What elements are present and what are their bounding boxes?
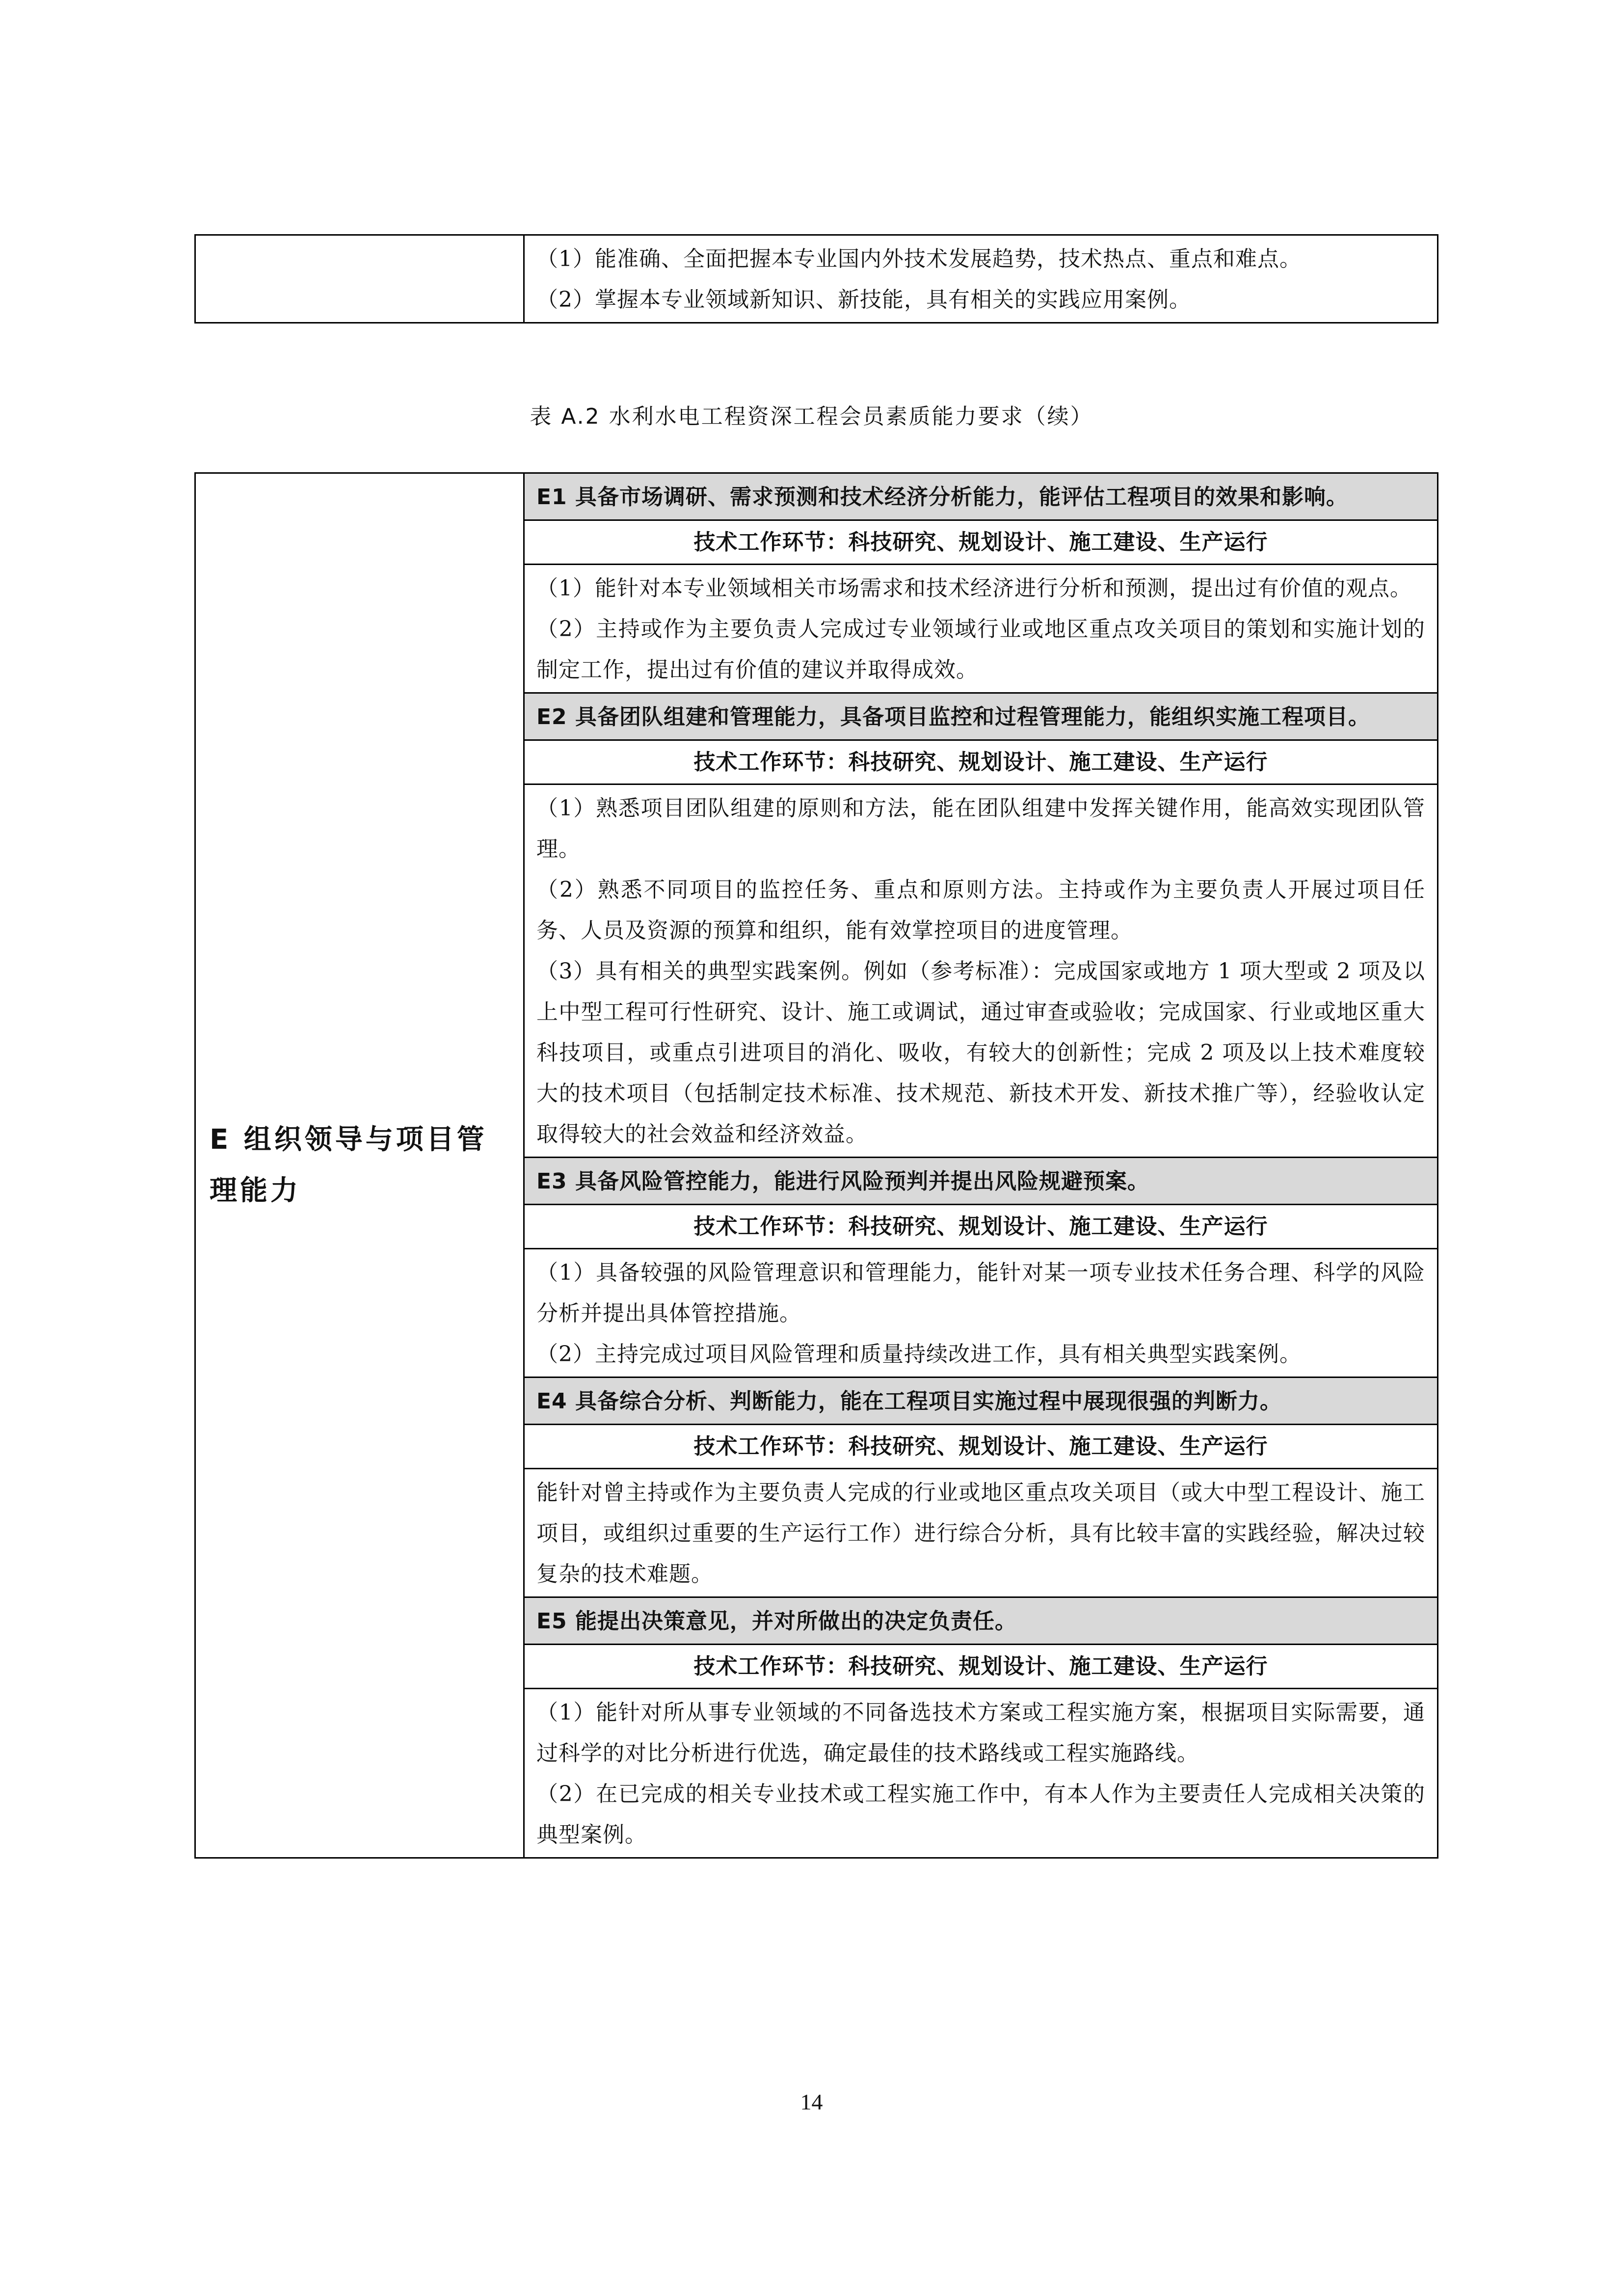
detail-paragraph: 能针对曾主持或作为主要负责人完成的行业或地区重点攻关项目（或大中型工程设计、施工项目，或组织过重要的生产运行工作）进行综合分析，具有比较丰富的实践经验，解决过较复杂的技术难题。	[536, 1480, 1425, 1587]
item-code: E5	[536, 1609, 567, 1634]
continuation-detail-cell	[524, 235, 1438, 323]
requirements-table	[194, 472, 1438, 1859]
detail-paragraph: （3）具有相关的典型实践案例。例如（参考标准）：完成国家或地方 1 项大型或 2 项及以上中型工程可行性研究、设计、施工或调试，通过审查或验收；完成国家、行业或地区重大科技项目，或重点引进项目的消化、吸收，有较大的创新性；完成 2 项及以上技术难度较大的技术项目（包括制定技术标准、技术规范、新技术开发、新技术推广等），经验收认定取得较大的社会效益和经济效益。	[536, 959, 1425, 1147]
item-e4-title-cell	[524, 1378, 1438, 1425]
item-e4-stage-cell	[524, 1425, 1438, 1469]
table-caption: 表 A.2 水利水电工程资深工程会员素质能力要求（续）	[530, 404, 1093, 429]
item-e2-detail-cell	[524, 784, 1438, 1158]
item-e3-stage-cell	[524, 1205, 1438, 1249]
item-e1-header-row	[195, 473, 1438, 520]
item-e2-stage-cell	[524, 740, 1438, 784]
continuation-line: （2）掌握本专业领域新知识、新技能，具有相关的实践应用案例。	[536, 287, 1191, 312]
item-e5-detail-cell	[524, 1689, 1438, 1858]
detail-paragraph: （2）在已完成的相关专业技术或工程实施工作中，有本人作为主要责任人完成相关决策的典型案例。	[536, 1782, 1425, 1847]
stage-label: 技术工作环节：科技研究、规划设计、施工建设、生产运行	[693, 1654, 1268, 1679]
item-title: 具备市场调研、需求预测和技术经济分析能力，能评估工程项目的效果和影响。	[575, 485, 1348, 510]
item-code: E3	[536, 1169, 567, 1194]
detail-paragraph: （1）具备较强的风险管理意识和管理能力，能针对某一项专业技术任务合理、科学的风险分析并提出具体管控措施。	[536, 1260, 1425, 1326]
detail-paragraph: （1）熟悉项目团队组建的原则和方法，能在团队组建中发挥关键作用，能高效实现团队管理。	[536, 796, 1425, 862]
category-label: E 组织领导与项目管理能力	[210, 1124, 487, 1207]
continuation-line: （1）能准确、全面把握本专业国内外技术发展趋势，技术热点、重点和难点。	[536, 246, 1302, 271]
detail-paragraph: （2）主持或作为主要负责人完成过专业领域行业或地区重点攻关项目的策划和实施计划的制定工作，提出过有价值的建议并取得成效。	[536, 617, 1425, 682]
item-e1-title-cell	[524, 473, 1438, 520]
stage-label: 技术工作环节：科技研究、规划设计、施工建设、生产运行	[693, 1214, 1268, 1239]
detail-paragraph: （1）能针对本专业领域相关市场需求和技术经济进行分析和预测，提出过有价值的观点。	[536, 576, 1412, 601]
item-e4-detail-cell	[524, 1469, 1438, 1597]
item-e3-title-cell	[524, 1158, 1438, 1205]
item-e1-stage-cell	[524, 520, 1438, 565]
continuation-row	[195, 235, 1438, 323]
item-e5-title-cell	[524, 1597, 1438, 1645]
detail-paragraph: （1）能针对所从事专业领域的不同备选技术方案或工程实施方案，根据项目实际需要，通过科学的对比分析进行优选，确定最佳的技术路线或工程实施路线。	[536, 1700, 1425, 1766]
stage-label: 技术工作环节：科技研究、规划设计、施工建设、生产运行	[693, 530, 1268, 555]
item-code: E2	[536, 704, 567, 729]
item-e1-detail-cell	[524, 565, 1438, 693]
item-title: 具备风险管控能力，能进行风险预判并提出风险规避预案。	[575, 1169, 1149, 1194]
continuation-category-cell	[195, 235, 524, 323]
item-code: E4	[536, 1389, 567, 1414]
item-e3-detail-cell	[524, 1249, 1438, 1378]
item-e2-title-cell	[524, 693, 1438, 740]
stage-label: 技术工作环节：科技研究、规划设计、施工建设、生产运行	[693, 750, 1268, 775]
page-number: 14	[800, 2089, 823, 2114]
item-e5-stage-cell	[524, 1645, 1438, 1689]
item-title: 具备团队组建和管理能力，具备项目监控和过程管理能力，能组织实施工程项目。	[575, 704, 1370, 729]
category-cell	[195, 473, 524, 1858]
detail-paragraph: （2）熟悉不同项目的监控任务、重点和原则方法。主持或作为主要负责人开展过项目任务、人员及资源的预算和组织，能有效掌控项目的进度管理。	[536, 877, 1425, 943]
item-title: 能提出决策意见，并对所做出的决定负责任。	[575, 1609, 1017, 1634]
item-title: 具备综合分析、判断能力，能在工程项目实施过程中展现很强的判断力。	[575, 1389, 1282, 1414]
continuation-table	[194, 234, 1438, 324]
stage-label: 技术工作环节：科技研究、规划设计、施工建设、生产运行	[693, 1434, 1268, 1459]
detail-paragraph: （2）主持完成过项目风险管理和质量持续改进工作，具有相关典型实践案例。	[536, 1342, 1302, 1367]
item-code: E1	[536, 485, 567, 510]
